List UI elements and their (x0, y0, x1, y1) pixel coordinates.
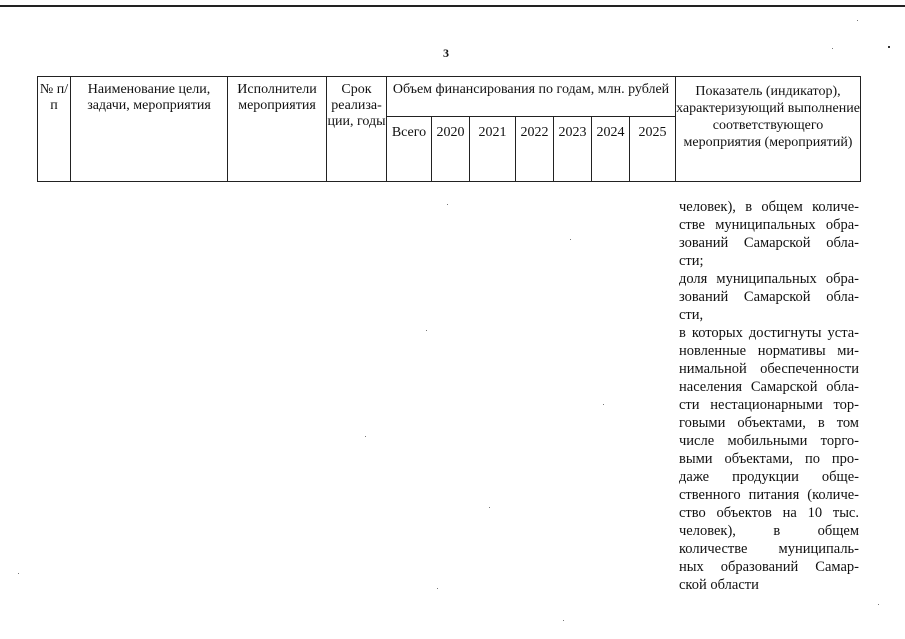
scan-speck (878, 604, 879, 605)
header-funding-2024: 2024 (592, 117, 630, 182)
top-rule (0, 5, 905, 7)
scan-speck (563, 620, 564, 621)
scan-speck (832, 48, 833, 49)
table-header (37, 76, 861, 182)
scan-speck (426, 330, 427, 331)
scan-speck (365, 436, 366, 437)
scan-speck (888, 46, 890, 48)
header-funding-2022: 2022 (516, 117, 554, 182)
scan-speck (489, 507, 490, 508)
header-term: Срок реализа- ции, годы (327, 77, 387, 182)
indicator-cell-text (679, 198, 859, 594)
header-funding-total: Всего (387, 117, 432, 182)
scan-speck (437, 588, 438, 589)
indicator-paragraph: человек), в общем количе- стве муниципальных обра- зований Самарской обла- сти; (679, 199, 859, 269)
indicator-paragraph: доля муниципальных обра- зований Самарской обла- сти, (679, 271, 859, 323)
header-funding-2025: 2025 (630, 117, 676, 182)
scan-speck (857, 20, 858, 21)
header-funding: Объем финансирования по годам, млн. рублей (387, 77, 676, 117)
header-number: № п/п (38, 77, 71, 182)
page-number: 3 (443, 46, 449, 60)
header-name: Наименование цели, задачи, мероприятия (71, 77, 228, 182)
scan-speck (18, 573, 19, 574)
indicator-paragraph: в которых достигнуты уста- новленные нормативы ми- нимальной обеспеченности населения Самарской обла- сти нестационарными тор- говыми объектами, в том числе мобильными торго- выми объектами, по про- даже продукции обще- ственного питания (количе- ство объектов на 10 тыс. человек), в общем количестве муниципаль- ных образований Самар- ской области (679, 325, 859, 593)
header-executors: Исполнители мероприятия (228, 77, 327, 182)
scan-speck (447, 204, 448, 205)
header-funding-2023: 2023 (554, 117, 592, 182)
header-funding-2021: 2021 (470, 117, 516, 182)
scan-speck (603, 404, 604, 405)
header-indicator: Показатель (индикатор), характеризующий выполнение соответствующего мероприятия (мероприятий) (676, 77, 861, 182)
header-funding-2020: 2020 (432, 117, 470, 182)
scan-speck (570, 239, 571, 240)
